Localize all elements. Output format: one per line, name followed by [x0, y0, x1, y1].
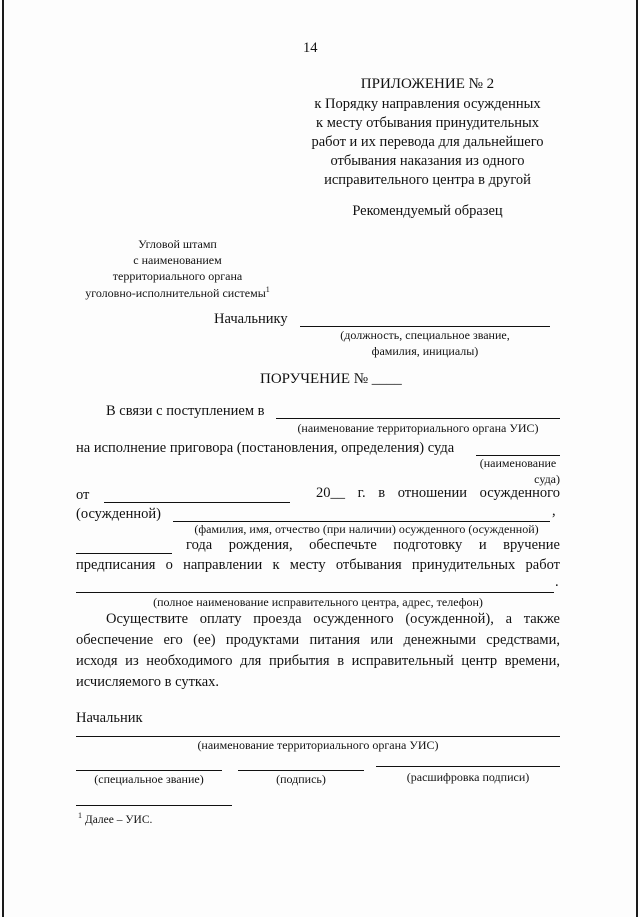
footnote-separator	[76, 805, 232, 806]
footnote	[78, 811, 152, 826]
rank-hint: (специальное звание)	[94, 772, 204, 786]
fio-comma: ,	[552, 503, 556, 519]
appendix-line-3: работ и их перевода для дальнейшего	[311, 134, 544, 150]
body-line-1: В связи с поступлением в	[106, 403, 265, 419]
body-line-4: (осужденной)	[76, 506, 161, 522]
date-field-line	[104, 502, 290, 503]
order-title: ПОРУЧЕНИЕ № ____	[260, 371, 402, 387]
signature-head: Начальник	[76, 710, 143, 726]
para-line-1: Осуществите оплату проезда осужденного (осужденной), а также	[106, 611, 560, 627]
court-hint-2: суда)	[534, 472, 560, 486]
appendix-line-5: исправительного центра в другой	[324, 172, 531, 188]
stamp-line-4-text: уголовно-исполнительной системы	[85, 286, 266, 300]
body-line-6: предписания о направлении к месту отбывания принудительных работ	[76, 557, 560, 573]
decode-hint: (расшифровка подписи)	[406, 770, 530, 784]
para-line-3: исходя из необходимого для прибытия в исправительный центр времени,	[76, 653, 560, 669]
stamp-line-1: Угловой штамп	[138, 237, 217, 251]
appendix-line-1: к Порядку направления осужденных	[314, 96, 541, 112]
addressee-hint-2: фамилия, инициалы)	[371, 344, 479, 358]
page-border-right	[636, 0, 638, 917]
stamp-line-2: с наименованием	[133, 253, 222, 267]
sign-field-line	[238, 770, 364, 771]
sign-hint: (подпись)	[276, 772, 326, 786]
body-line-3-year: 20__ г. в отношении осужденного	[316, 485, 560, 501]
addressee-hint-1: (должность, специальное звание,	[340, 328, 510, 342]
page-number: 14	[303, 40, 318, 56]
page-border-left	[2, 0, 4, 917]
decode-field-line	[376, 766, 560, 767]
center-field-line	[76, 592, 554, 593]
appendix-line-2: к месту отбывания принудительных	[316, 115, 539, 131]
center-dot: .	[555, 574, 559, 590]
center-hint: (полное наименование исправительного центра, адрес, телефон)	[153, 595, 483, 609]
addressee-field-line	[300, 326, 550, 327]
organ-field-line	[276, 418, 560, 419]
addressee-label: Начальнику	[214, 311, 288, 327]
stamp-line-3: территориального органа	[112, 269, 243, 283]
rank-field-line	[76, 770, 222, 771]
body-line-2: на исполнение приговора (постановления, определения) суда	[76, 440, 455, 456]
stamp-footnote-mark: 1	[265, 285, 270, 294]
signature-organ-line	[76, 736, 560, 737]
appendix-line-4: отбывания наказания из одного	[330, 153, 525, 169]
recommended-sample: Рекомендуемый образец	[352, 203, 503, 219]
body-line-3-from: от	[76, 487, 90, 503]
footnote-text: Далее – УИС.	[84, 813, 153, 826]
para-line-4: исчисляемого в сутках.	[76, 674, 220, 690]
appendix-title: ПРИЛОЖЕНИЕ № 2	[360, 76, 495, 92]
footnote-mark: 1	[78, 811, 82, 820]
body-line-5: года рождения, обеспечьте подготовку и вручение	[186, 537, 560, 553]
stamp-line-4	[60, 285, 295, 301]
birth-year-field-line	[76, 553, 172, 554]
fio-hint: (фамилия, имя, отчество (при наличии) осужденного (осужденной)	[194, 522, 539, 536]
signature-organ-hint: (наименование территориального органа УИС)	[197, 738, 439, 752]
organ-hint: (наименование территориального органа УИС)	[297, 421, 539, 435]
para-line-2: обеспечение его (ее) продуктами питания или денежными средствами,	[76, 632, 560, 648]
court-hint-1: (наименование	[479, 456, 557, 470]
